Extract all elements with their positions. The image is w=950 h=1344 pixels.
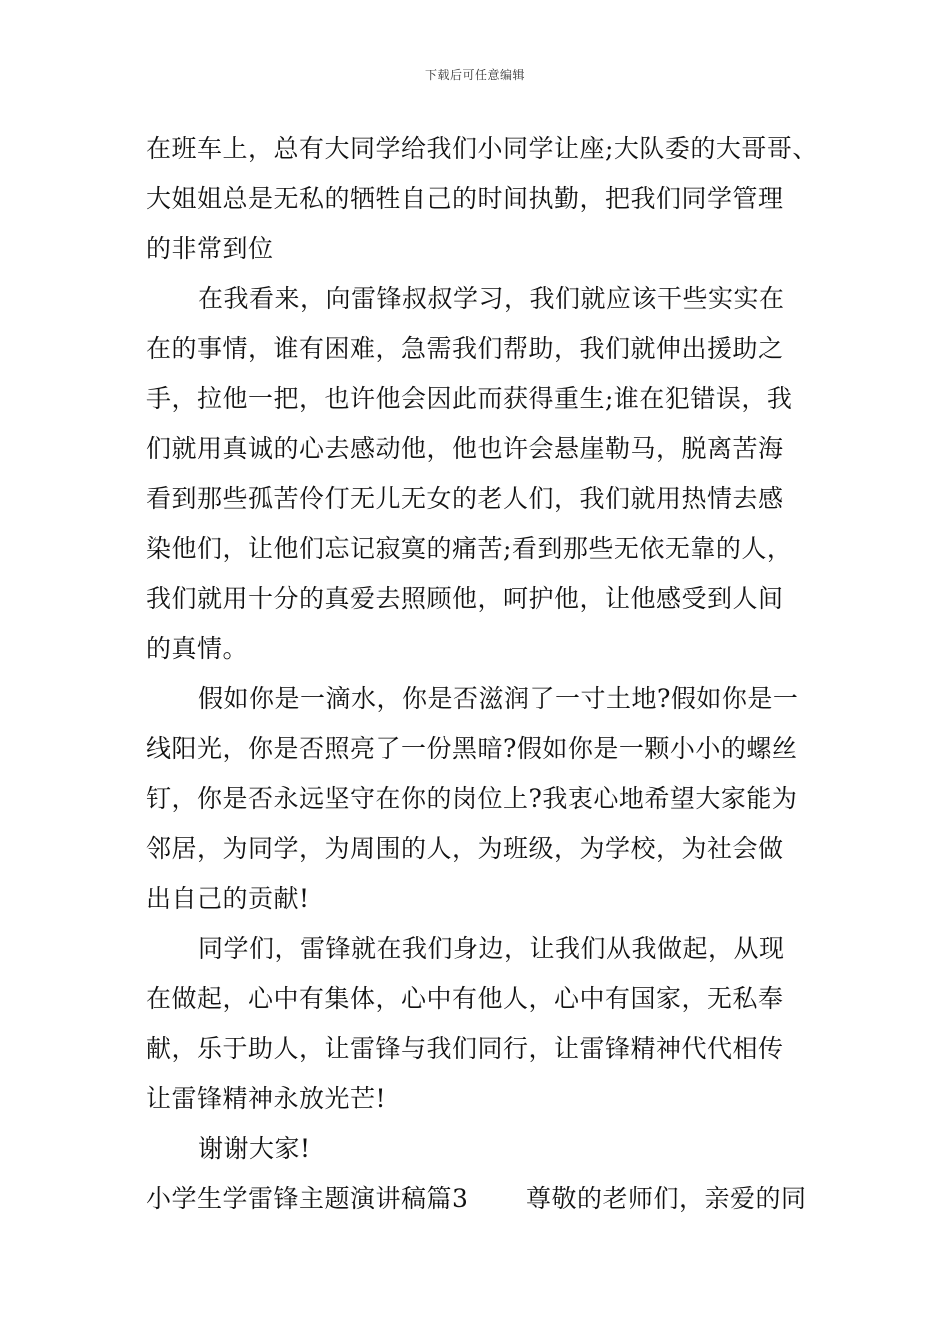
text-line: 在做起，心中有集体，心中有他人，心中有国家，无私奉 (146, 984, 784, 1013)
paragraph-start-line: 谢谢大家! (198, 1134, 311, 1163)
text-line: 在的事情，谁有困难，急需我们帮助，我们就伸出援助之 (146, 334, 784, 363)
text-line: 线阳光，你是否照亮了一份黑暗?假如你是一颗小小的螺丝 (146, 734, 798, 763)
paragraph-start-line: 同学们，雷锋就在我们身边，让我们从我做起，从现 (198, 934, 785, 963)
header-note: 下载后可任意编辑 (424, 68, 525, 82)
paragraph-start-line: 在我看来，向雷锋叔叔学习，我们就应该干些实实在 (198, 284, 785, 313)
text-line: 大姐姐总是无私的牺牲自己的时间执勤，把我们同学管理 (146, 184, 784, 213)
section-title: 小学生学雷锋主题演讲稿篇3 (146, 1184, 469, 1213)
text-line: 在班车上，总有大同学给我们小同学让座;大队委的大哥哥、 (146, 134, 818, 163)
text-line: 钉，你是否永远坚守在你的岗位上?我衷心地希望大家能为 (146, 784, 798, 813)
text-line: 让雷锋精神永放光芒! (146, 1084, 387, 1113)
text-line: 的非常到位 (146, 234, 274, 263)
text-line: 们就用真诚的心去感动他，他也许会悬崖勒马，脱离苦海 (146, 434, 784, 463)
paragraph-start-line: 假如你是一滴水，你是否滋润了一寸土地?假如你是一 (198, 684, 799, 713)
section-opening-text: 尊敬的老师们，亲爱的同 (526, 1184, 807, 1213)
text-line: 手，拉他一把，也许他会因此而获得重生;谁在犯错误，我 (146, 384, 793, 413)
text-line: 染他们，让他们忘记寂寞的痛苦;看到那些无依无靠的人， (146, 534, 793, 563)
document-body (146, 124, 818, 1224)
final-row (146, 1174, 808, 1224)
text-line: 看到那些孤苦伶仃无儿无女的老人们，我们就用热情去感 (146, 484, 784, 513)
text-line: 的真情。 (146, 634, 249, 663)
text-line: 献，乐于助人，让雷锋与我们同行，让雷锋精神代代相传 (146, 1034, 784, 1063)
text-line: 邻居，为同学，为周围的人，为班级，为学校，为社会做 (146, 834, 784, 863)
text-line: 出自己的贡献! (146, 884, 310, 913)
text-line: 我们就用十分的真爱去照顾他，呵护他，让他感受到人间 (146, 584, 784, 613)
